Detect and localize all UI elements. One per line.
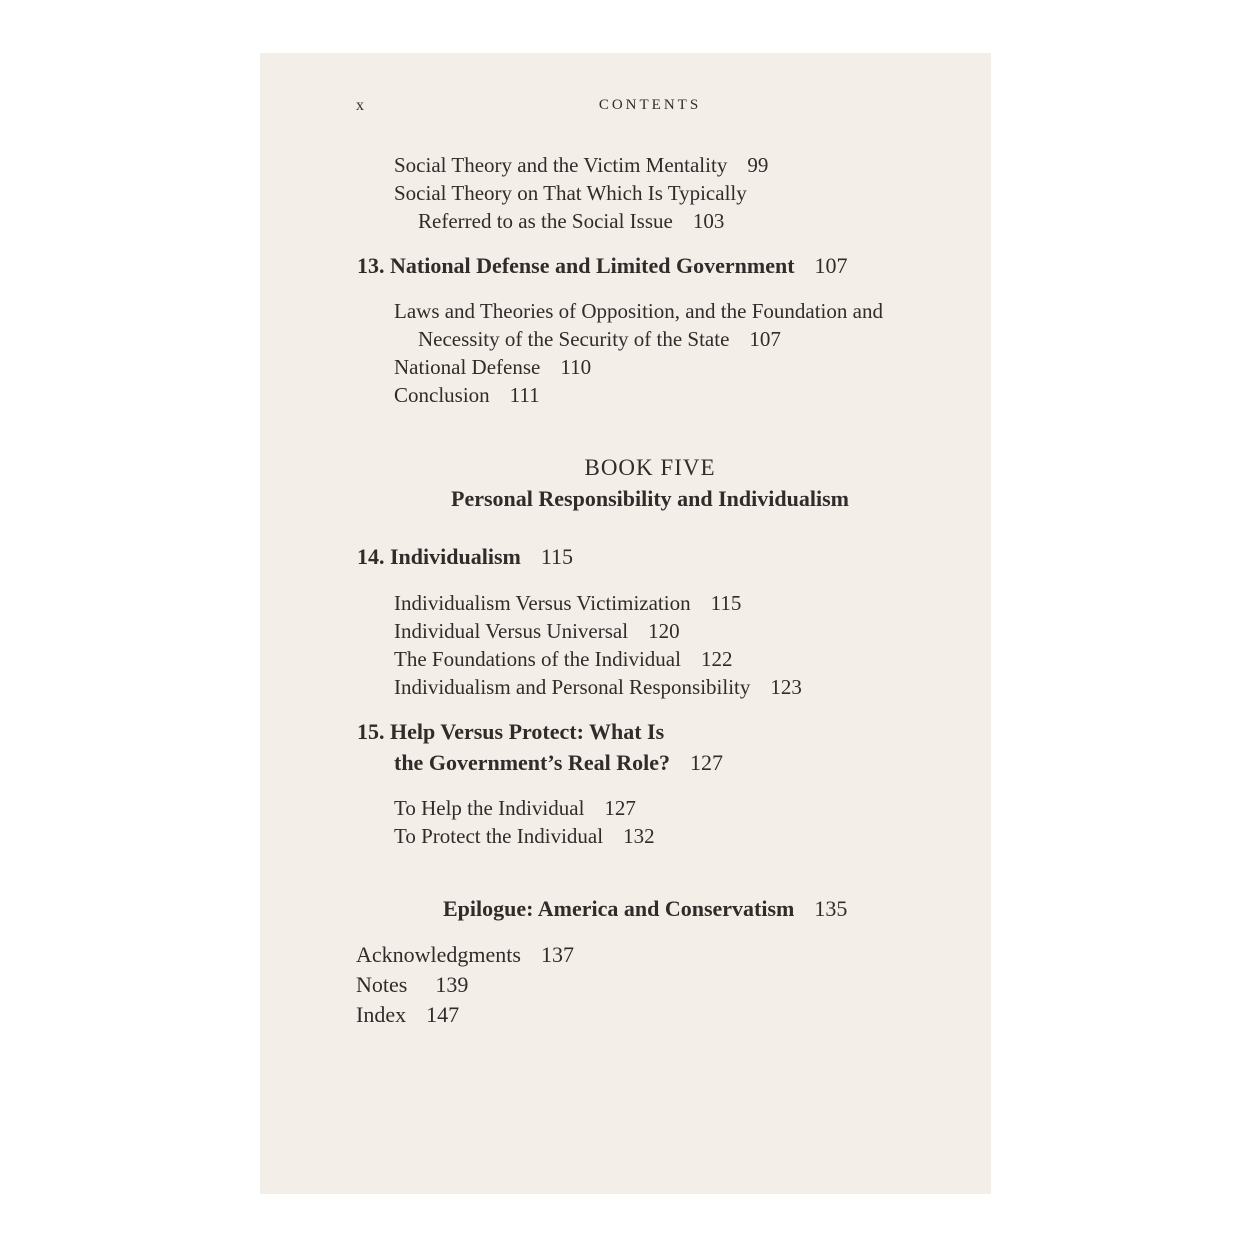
running-header: CONTENTS [598, 97, 702, 113]
toc-entry: Conclusion 111 [394, 383, 540, 407]
toc-entry: Individualism Versus Victimization 115 [394, 591, 742, 615]
toc-entry: Laws and Theories of Opposition, and the Foundation and [394, 299, 883, 323]
chapter-heading: 13. National Defense and Limited Government 107 [357, 253, 848, 278]
toc-entry: Individualism and Personal Responsibility 123 [394, 675, 802, 699]
toc-entry: The Foundations of the Individual 122 [394, 647, 733, 671]
chapter-heading: 14. Individualism 115 [357, 544, 574, 569]
toc-entry: Social Theory and the Victim Mentality 99 [394, 153, 769, 177]
toc-entry: National Defense 110 [394, 355, 592, 379]
book-title: Personal Responsibility and Individualism [451, 486, 849, 511]
toc-entry-continued: Referred to as the Social Issue 103 [418, 209, 725, 233]
toc-entry: Social Theory on That Which Is Typically [394, 181, 747, 205]
chapter-heading: 15. Help Versus Protect: What Is [357, 719, 665, 744]
page-number: x [356, 97, 365, 114]
book-label: BOOK FIVE [584, 455, 716, 480]
book-page [260, 53, 991, 1194]
chapter-heading-continued: the Government’s Real Role? 127 [394, 750, 723, 775]
back-matter-entry: Index 147 [356, 1002, 460, 1027]
toc-entry: To Help the Individual 127 [394, 796, 636, 820]
toc-entry: To Protect the Individual 132 [394, 824, 655, 848]
back-matter-entry: Acknowledgments 137 [356, 942, 574, 967]
epilogue-entry: Epilogue: America and Conservatism 135 [443, 896, 848, 921]
toc-entry: Individual Versus Universal 120 [394, 619, 680, 643]
back-matter-entry: Notes 139 [356, 972, 469, 997]
toc-entry-continued: Necessity of the Security of the State 107 [418, 327, 781, 351]
